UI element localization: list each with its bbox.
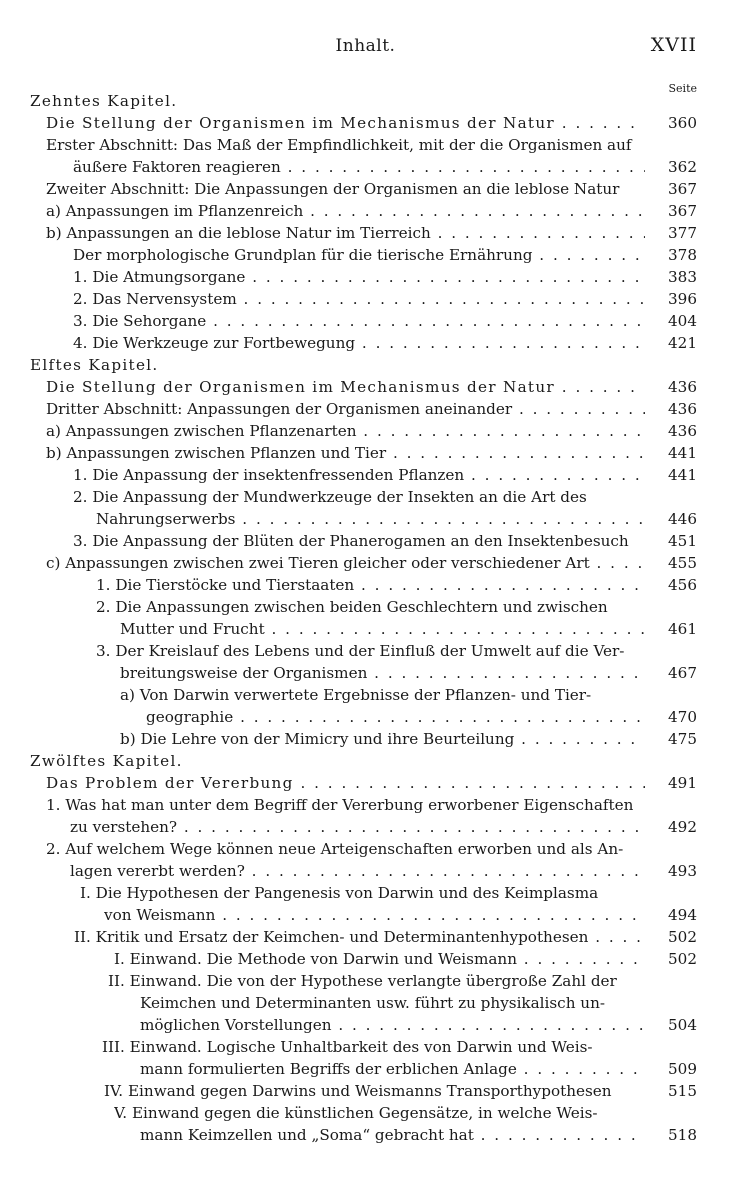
toc-entry-title: 2. Auf welchem Wege können neue Arteigenschaften erworben und als An- [46, 840, 624, 858]
toc-entry-title: a) Anpassungen zwischen Pflanzenarten . . . [46, 420, 645, 442]
toc-entry [0, 332, 731, 354]
toc-entry [0, 178, 731, 200]
toc-entry [0, 574, 731, 596]
toc-entry [0, 596, 731, 618]
toc-entry [0, 1036, 731, 1058]
toc-entry [0, 1058, 731, 1080]
toc-entry [0, 310, 731, 332]
toc-entry [0, 376, 731, 398]
running-head-title: Inhalt. [335, 36, 396, 56]
toc-entry-title: mann formulierten Begriffs der erblichen Anlage . . . [140, 1058, 645, 1080]
toc-entry-title: c) Anpassungen zwischen zwei Tieren gleicher oder verschiedener Art . . . [46, 552, 645, 574]
toc-entry-title: Der morphologische Grundplan für die tierische Ernährung . . . [73, 244, 645, 266]
toc-entry [0, 772, 731, 794]
toc-entry-title: Zehntes Kapitel. [30, 92, 178, 110]
toc-entry-title: b) Anpassungen an die leblose Natur im Tierreich . . . [46, 222, 645, 244]
toc-entry-title: II. Einwand. Die von der Hypothese verlangte übergroße Zahl der [108, 972, 617, 990]
toc-entry-title: lagen vererbt werden? . . . [70, 860, 645, 882]
toc-entry [0, 1102, 731, 1124]
toc-entry-title: II. Kritik und Ersatz der Keimchen- und Determinantenhypothesen . . . [74, 926, 645, 948]
toc-entry-title: 3. Die Sehorgane . . . [73, 310, 645, 332]
toc-entry [0, 266, 731, 288]
toc-entry-page: 396 [668, 290, 697, 308]
toc-entry [0, 134, 731, 156]
table-of-contents [0, 90, 731, 1146]
toc-entry [0, 112, 731, 134]
toc-entry [0, 750, 731, 772]
toc-entry [0, 530, 731, 552]
toc-entry-page: 455 [668, 554, 697, 572]
toc-entry [0, 200, 731, 222]
toc-entry [0, 486, 731, 508]
toc-entry [0, 508, 731, 530]
toc-entry-title: a) Anpassungen im Pflanzenreich . . . [46, 200, 645, 222]
toc-entry [0, 904, 731, 926]
toc-entry [0, 222, 731, 244]
toc-entry-page: 494 [668, 906, 697, 924]
toc-entry-page: 467 [668, 664, 697, 682]
toc-entry-page: 456 [668, 576, 697, 594]
toc-entry-title: zu verstehen? . . . [70, 816, 645, 838]
toc-entry-title: Nahrungserwerbs . . . [96, 508, 645, 530]
toc-entry-title: 1. Was hat man unter dem Begriff der Vererbung erworbener Eigenschaften [46, 796, 634, 814]
toc-entry [0, 728, 731, 750]
toc-entry [0, 816, 731, 838]
toc-entry-page: 470 [668, 708, 697, 726]
toc-entry-page: 378 [668, 246, 697, 264]
toc-entry-title: Dritter Abschnitt: Anpassungen der Organismen aneinander . . . [46, 398, 645, 420]
toc-entry-title: Die Stellung der Organismen im Mechanismus der Natur . . . [46, 376, 645, 398]
toc-entry-title: Keimchen und Determinanten usw. führt zu physikalisch un- [140, 994, 605, 1012]
toc-entry [0, 90, 731, 112]
toc-entry-title: 4. Die Werkzeuge zur Fortbewegung . . . [73, 332, 645, 354]
toc-entry-page: 441 [668, 466, 697, 484]
toc-entry [0, 354, 731, 376]
toc-entry-title: geographie . . . [146, 706, 645, 728]
toc-entry-page: 502 [668, 928, 697, 946]
toc-entry-page: 493 [668, 862, 697, 880]
toc-entry-title: 2. Die Anpassung der Mundwerkzeuge der Insekten an die Art des [73, 488, 587, 506]
toc-entry [0, 838, 731, 860]
toc-entry-page: 383 [668, 268, 697, 286]
toc-entry-page: 362 [668, 158, 697, 176]
toc-entry-page: 360 [668, 114, 697, 132]
toc-entry-title: Das Problem der Vererbung . . . [46, 772, 645, 794]
toc-entry-page: 475 [668, 730, 697, 748]
toc-entry-title: V. Einwand gegen die künstlichen Gegensätze, in welche Weis- [114, 1104, 598, 1122]
toc-entry-page: 491 [668, 774, 697, 792]
toc-entry [0, 794, 731, 816]
toc-entry-page: 367 [668, 180, 697, 198]
toc-entry [0, 1080, 731, 1102]
toc-entry-title: Zweiter Abschnitt: Die Anpassungen der Organismen an die leblose Natur [46, 180, 620, 198]
toc-entry [0, 156, 731, 178]
toc-entry-title: Elftes Kapitel. [30, 356, 159, 374]
toc-entry-page: 441 [668, 444, 697, 462]
toc-entry-page: 451 [668, 532, 697, 550]
toc-entry-title: b) Anpassungen zwischen Pflanzen und Tier . . . [46, 442, 645, 464]
toc-entry-title: I. Die Hypothesen der Pangenesis von Darwin und des Keimplasma [80, 884, 599, 902]
toc-entry-title: Zwölftes Kapitel. [30, 752, 183, 770]
toc-entry-title: IV. Einwand gegen Darwins und Weismanns Transporthypothesen [104, 1082, 612, 1100]
toc-entry [0, 618, 731, 640]
toc-entry-page: 436 [668, 422, 697, 440]
toc-entry-title: äußere Faktoren reagieren . . . [73, 156, 645, 178]
toc-entry-page: 404 [668, 312, 697, 330]
toc-entry-title: von Weismann . . . [104, 904, 645, 926]
toc-entry-title: III. Einwand. Logische Unhaltbarkeit des von Darwin und Weis- [102, 1038, 593, 1056]
toc-entry-page: 492 [668, 818, 697, 836]
toc-entry-title: 1. Die Atmungsorgane . . . [73, 266, 645, 288]
toc-entry-title: 2. Die Anpassungen zwischen beiden Geschlechtern und zwischen [96, 598, 608, 616]
toc-entry [0, 398, 731, 420]
toc-entry-title: b) Die Lehre von der Mimicry und ihre Beurteilung . . . [120, 728, 645, 750]
toc-entry-title: möglichen Vorstellungen . . . [140, 1014, 645, 1036]
page-number: XVII [650, 34, 697, 56]
toc-entry [0, 1124, 731, 1146]
toc-entry-page: 504 [668, 1016, 697, 1034]
toc-entry [0, 992, 731, 1014]
toc-entry [0, 420, 731, 442]
toc-entry [0, 706, 731, 728]
toc-entry-page: 461 [668, 620, 697, 638]
toc-entry-title: 2. Das Nervensystem . . . [73, 288, 645, 310]
toc-entry [0, 288, 731, 310]
toc-entry [0, 244, 731, 266]
toc-entry-title: Die Stellung der Organismen im Mechanismus der Natur . . . [46, 112, 645, 134]
toc-entry-title: Mutter und Frucht . . . [120, 618, 645, 640]
toc-entry [0, 552, 731, 574]
toc-entry [0, 860, 731, 882]
toc-entry-page: 367 [668, 202, 697, 220]
toc-entry-page: 377 [668, 224, 697, 242]
toc-entry [0, 640, 731, 662]
toc-entry-title: breitungsweise der Organismen . . . [120, 662, 645, 684]
toc-entry [0, 948, 731, 970]
toc-entry-title: 3. Die Anpassung der Blüten der Phanerogamen an den Insektenbesuch [73, 532, 629, 550]
toc-entry-page: 421 [668, 334, 697, 352]
toc-entry-title: I. Einwand. Die Methode von Darwin und Weismann . . . [114, 948, 645, 970]
toc-entry-page: 518 [668, 1126, 697, 1144]
toc-entry-title: 1. Die Tierstöcke und Tierstaaten . . . [96, 574, 645, 596]
toc-entry [0, 684, 731, 706]
toc-entry-page: 515 [668, 1082, 697, 1100]
toc-entry-page: 509 [668, 1060, 697, 1078]
page-column-label: Seite [668, 82, 697, 95]
toc-entry [0, 1014, 731, 1036]
toc-entry [0, 926, 731, 948]
toc-entry [0, 464, 731, 486]
toc-entry-page: 446 [668, 510, 697, 528]
toc-entry [0, 970, 731, 992]
toc-entry-title: mann Keimzellen und „Soma“ gebracht hat . . . [140, 1124, 645, 1146]
toc-entry-title: 1. Die Anpassung der insektenfressenden Pflanzen . . . [73, 464, 645, 486]
toc-entry-page: 436 [668, 400, 697, 418]
toc-entry-title: a) Von Darwin verwertete Ergebnisse der Pflanzen- und Tier- [120, 686, 592, 704]
toc-entry-page: 436 [668, 378, 697, 396]
toc-entry [0, 662, 731, 684]
toc-entry [0, 442, 731, 464]
toc-entry-title: 3. Der Kreislauf des Lebens und der Einfluß der Umwelt auf die Ver- [96, 642, 625, 660]
toc-entry-page: 502 [668, 950, 697, 968]
toc-entry-title: Erster Abschnitt: Das Maß der Empfindlichkeit, mit der die Organismen auf [46, 136, 632, 154]
toc-entry [0, 882, 731, 904]
